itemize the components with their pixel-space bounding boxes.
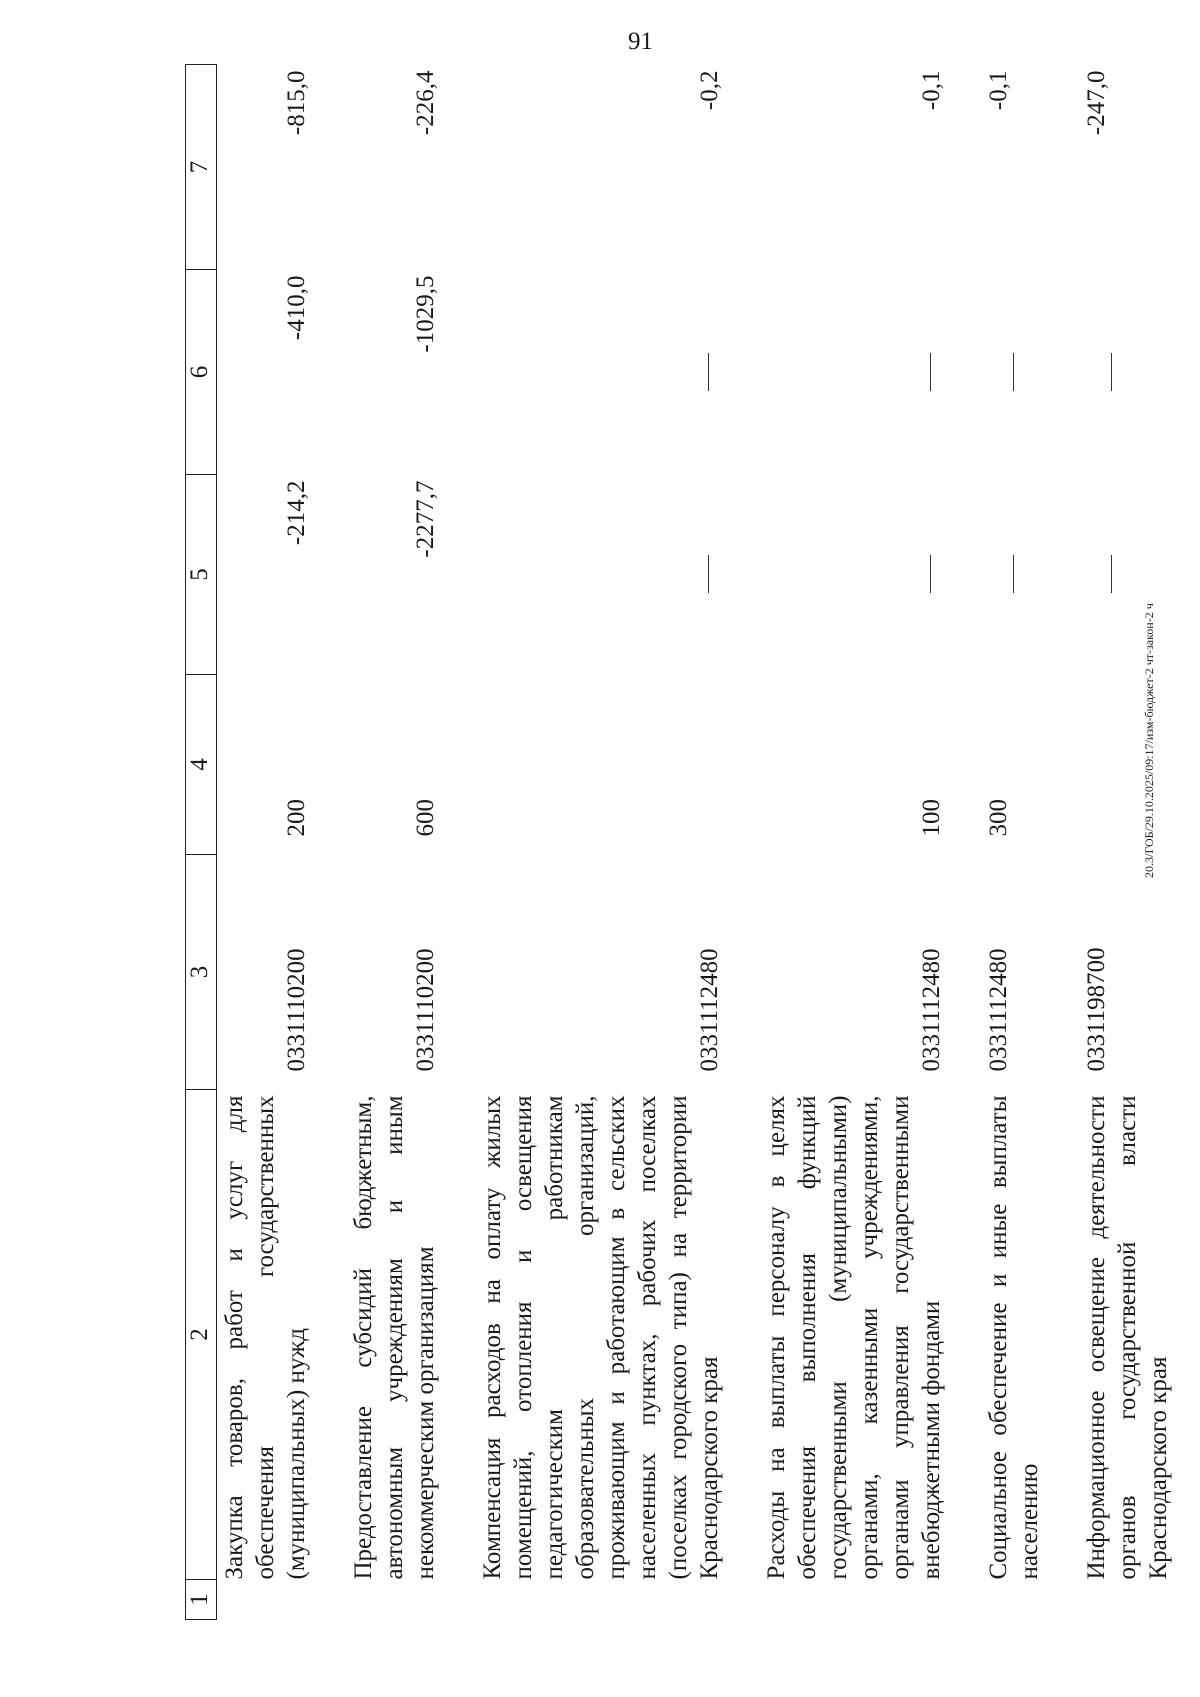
cell-value-7: -226,4 xyxy=(412,70,439,136)
cell-value-7: -0,1 xyxy=(918,70,945,111)
empty-dash xyxy=(1111,353,1112,391)
cell-code: 0331198700 xyxy=(1083,947,1110,1072)
cell-description: Предоставление субсидий бюджетным, автономным учреждениям и иным некоммерческим организациям xyxy=(350,1095,439,1580)
cell-type: 200 xyxy=(283,799,310,837)
header-cell-1: 1 xyxy=(186,1580,217,1620)
cell-code: 0331110200 xyxy=(412,948,439,1072)
header-cell-5: 5 xyxy=(186,475,217,675)
cell-description: Закупка товаров, работ и услуг для обеспечения государственных (муниципальных) нужд xyxy=(221,1095,310,1580)
cell-value-5 xyxy=(753,475,947,675)
cell-col1 xyxy=(1073,1580,1174,1620)
cell-code: 0331112480 xyxy=(985,948,1012,1072)
cell-value-6 xyxy=(753,270,947,475)
empty-dash xyxy=(930,556,931,594)
table-row xyxy=(340,65,441,1620)
cell-value-5 xyxy=(469,475,725,675)
cell-type: 600 xyxy=(412,799,439,837)
cell-type xyxy=(469,675,725,855)
cell-code: 0331112480 xyxy=(696,948,723,1072)
cell-value-7: -247,0 xyxy=(1083,70,1110,136)
cell-value-7: -0,2 xyxy=(696,70,723,111)
cell-value-6: -410,0 xyxy=(283,275,310,341)
cell-value-6 xyxy=(469,270,725,475)
cell-value-5: -2277,7 xyxy=(412,480,439,558)
cell-value-6: -1029,5 xyxy=(412,275,439,353)
cell-value-7: -0,1 xyxy=(985,70,1012,111)
empty-dash xyxy=(930,353,931,391)
cell-col1 xyxy=(975,1580,1045,1620)
table-row xyxy=(217,65,313,1620)
empty-dash xyxy=(1111,556,1112,594)
cell-code: 0331112480 xyxy=(918,948,945,1072)
table-row xyxy=(753,65,947,1620)
cell-value-6 xyxy=(975,270,1045,475)
header-cell-2: 2 xyxy=(186,1090,217,1580)
cell-type: 300 xyxy=(985,799,1012,837)
empty-dash xyxy=(1013,353,1014,391)
header-cell-7: 7 xyxy=(186,65,217,270)
cell-type xyxy=(1073,675,1174,855)
cell-col1 xyxy=(753,1580,947,1620)
empty-dash xyxy=(1013,556,1014,594)
page-number: 91 xyxy=(628,28,653,55)
header-cell-6: 6 xyxy=(186,270,217,475)
header-cell-4: 4 xyxy=(186,675,217,855)
footer-code: 20.3/ГОБ/29.10.2025/09:17/изм-бюджет-2 чт-закон-2 ч xyxy=(1142,603,1156,878)
cell-value-7: -815,0 xyxy=(283,70,310,136)
rotated-table-container xyxy=(185,65,1172,1620)
empty-dash xyxy=(708,353,709,391)
cell-description: Компенсация расходов на оплату жилых помещений, отопления и освещения педагогическим работникам образовательных организаций, проживающим и работающим в сельских населенных пунктах, рабочих поселках (поселках городского типа) на территории Краснодарского края xyxy=(479,1095,723,1580)
cell-col1 xyxy=(217,1580,313,1620)
table-row xyxy=(1073,65,1174,1620)
cell-type: 100 xyxy=(918,799,945,837)
table-row xyxy=(469,65,725,1620)
header-cell-3: 3 xyxy=(186,855,217,1090)
cell-col1 xyxy=(469,1580,725,1620)
cell-code: 0331110200 xyxy=(283,948,310,1072)
table-header-row xyxy=(186,65,217,1620)
cell-value-5 xyxy=(975,475,1045,675)
cell-value-6 xyxy=(1073,270,1174,475)
cell-col1 xyxy=(340,1580,441,1620)
cell-description: Социальное обеспечение и иные выплаты населению xyxy=(985,1095,1043,1580)
empty-dash xyxy=(708,556,709,594)
table-row xyxy=(975,65,1045,1620)
cell-description: Информационное освещение деятельности органов государственной власти Краснодарского края xyxy=(1083,1095,1172,1580)
cell-description: Расходы на выплаты персоналу в целях обеспечения выполнения функций государственными (муниципальными) органами, казенными учреждениями, органами управления государственными внебюджетными фондами xyxy=(763,1095,945,1580)
cell-value-5: -214,2 xyxy=(283,480,310,546)
cell-value-5 xyxy=(1073,475,1174,675)
budget-table xyxy=(185,64,1174,1620)
